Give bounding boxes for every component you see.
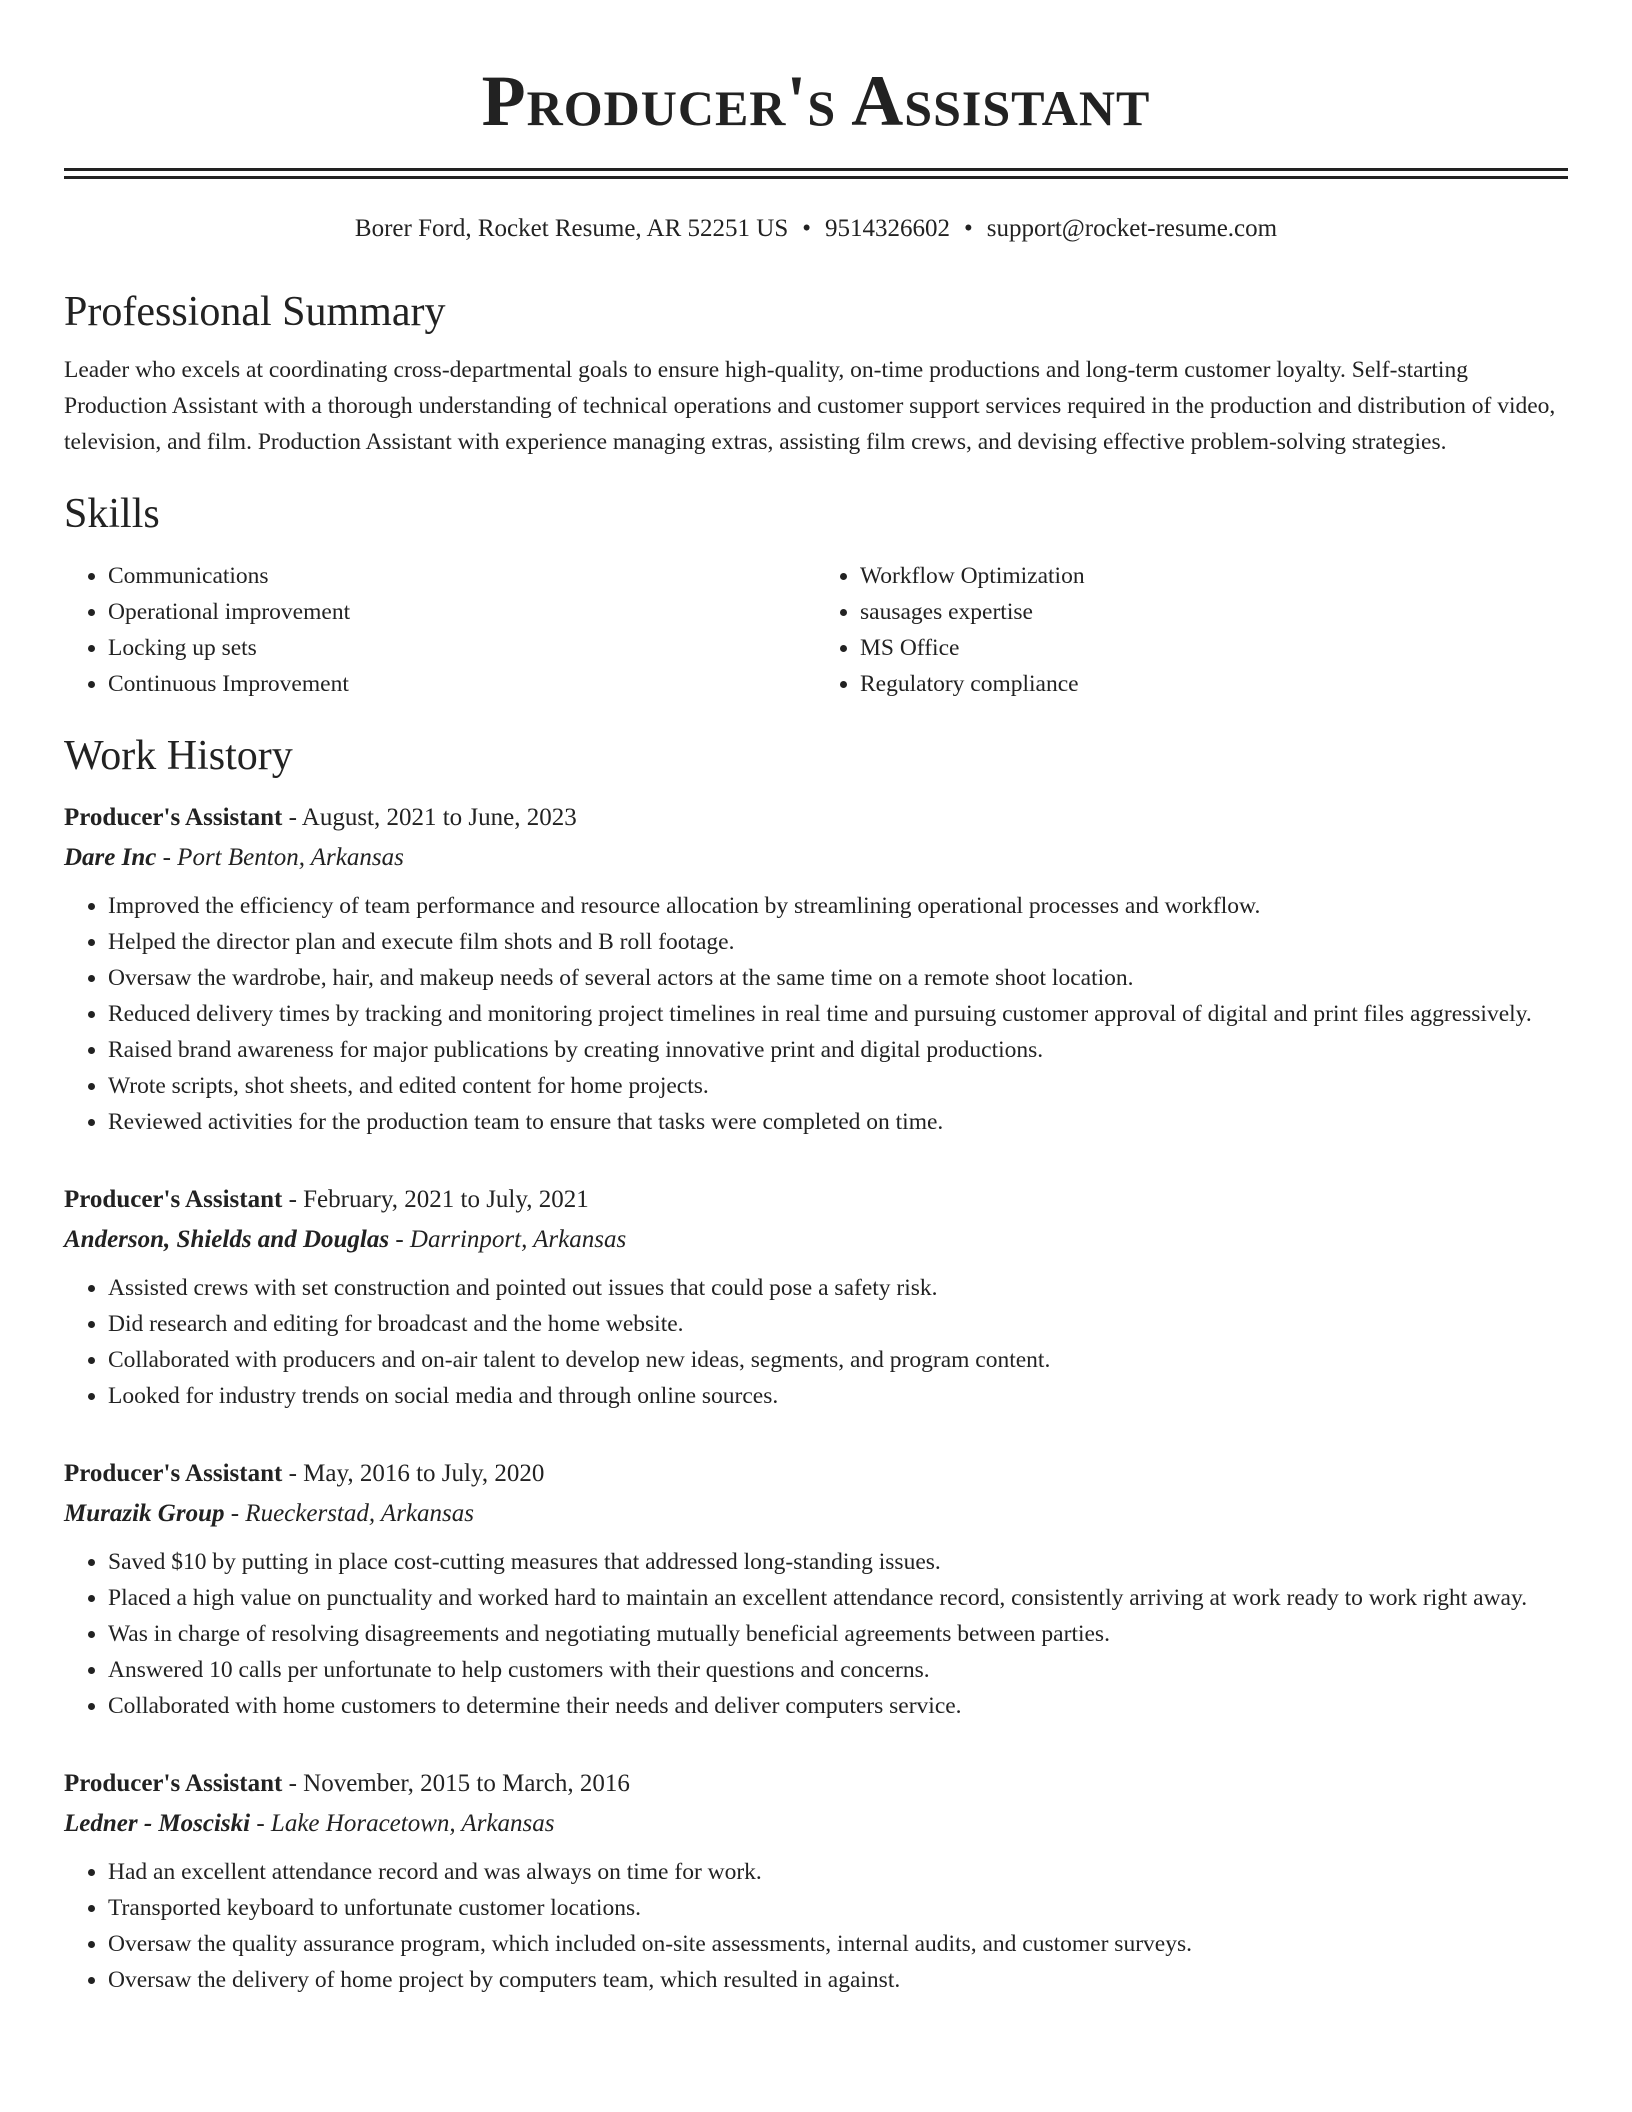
skill-item: • Locking up sets	[108, 630, 816, 666]
job-bullet: • Assisted crews with set construction and pointed out issues that could pose a safety risk.	[108, 1270, 1568, 1306]
job-bullets	[64, 1544, 1568, 1724]
skills-column-right	[816, 558, 1568, 702]
skill-item: • Communications	[108, 558, 816, 594]
job-dates: - November, 2015 to March, 2016	[282, 1770, 630, 1797]
job-bullets	[64, 1270, 1568, 1414]
header-divider	[64, 168, 1568, 179]
contact-separator: •	[802, 215, 812, 242]
contact-address: Borer Ford, Rocket Resume, AR 52251 US	[354, 215, 789, 242]
job-title: Producer's Assistant	[64, 1186, 283, 1213]
job-bullet: • Was in charge of resolving disagreements and negotiating mutually beneficial agreements between parties.	[108, 1616, 1568, 1652]
job-bullet: • Looked for industry trends on social media and through online sources.	[108, 1378, 1568, 1414]
job-location: - Rueckerstad, Arkansas	[224, 1500, 474, 1527]
job-bullet: • Oversaw the wardrobe, hair, and makeup needs of several actors at the same time on a remote shoot location.	[108, 960, 1568, 996]
job-bullet: • Had an excellent attendance record and was always on time for work.	[108, 1854, 1568, 1890]
skill-item: • Operational improvement	[108, 594, 816, 630]
job-entry	[64, 1180, 1568, 1414]
job-bullet: • Helped the director plan and execute film shots and B roll footage.	[108, 924, 1568, 960]
job-company-line	[64, 1804, 1568, 1844]
job-dates: - May, 2016 to July, 2020	[282, 1460, 545, 1487]
skill-item: • Workflow Optimization	[860, 558, 1568, 594]
job-bullet: • Reviewed activities for the production team to ensure that tasks were completed on time.	[108, 1104, 1568, 1140]
job-bullet: • Wrote scripts, shot sheets, and edited content for home projects.	[108, 1068, 1568, 1104]
skill-item: • MS Office	[860, 630, 1568, 666]
job-company: Dare Inc	[64, 844, 157, 871]
job-bullet: • Answered 10 calls per unfortunate to help customers with their questions and concerns.	[108, 1652, 1568, 1688]
job-bullet: • Saved $10 by putting in place cost-cutting measures that addressed long-standing issues.	[108, 1544, 1568, 1580]
contact-phone: 9514326602	[825, 215, 951, 242]
job-location: - Darrinport, Arkansas	[389, 1226, 627, 1253]
job-company: Anderson, Shields and Douglas	[64, 1226, 390, 1253]
job-dates: - February, 2021 to July, 2021	[282, 1186, 589, 1213]
job-header	[64, 798, 1568, 838]
job-company: Murazik Group	[64, 1500, 225, 1527]
job-title: Producer's Assistant	[64, 804, 283, 831]
skill-item: • Continuous Improvement	[108, 666, 816, 702]
job-entry	[64, 1764, 1568, 1998]
job-bullet: • Raised brand awareness for major publications by creating innovative print and digital productions.	[108, 1032, 1568, 1068]
job-header	[64, 1454, 1568, 1494]
skill-item: • Regulatory compliance	[860, 666, 1568, 702]
job-entry	[64, 1454, 1568, 1724]
job-entry	[64, 798, 1568, 1140]
job-bullets	[64, 1854, 1568, 1998]
summary-text: Leader who excels at coordinating cross-departmental goals to ensure high-quality, on-time productions and long-term customer loyalty. Self-starting Production Assistant with a thorough understanding of technical operations and customer support services required in the production and distribution of video, television, and film. Production Assistant with experience managing extras, assisting film crews, and devising effective problem-solving strategies.	[64, 357, 1556, 455]
job-bullet: • Placed a high value on punctuality and worked hard to maintain an excellent attendance record, consistently arriving at work ready to work right away.	[108, 1580, 1568, 1616]
job-title: Producer's Assistant	[64, 1770, 283, 1797]
skills-heading: Skills	[64, 491, 160, 537]
skills-list	[64, 558, 1568, 702]
job-company-line	[64, 838, 1568, 878]
job-company: Ledner - Mosciski	[64, 1810, 251, 1837]
job-company-line	[64, 1220, 1568, 1260]
job-bullet: • Transported keyboard to unfortunate customer locations.	[108, 1890, 1568, 1926]
resume-name: Producer's Assistant	[481, 61, 1151, 141]
summary-heading: Professional Summary	[64, 289, 446, 335]
job-bullet: • Oversaw the delivery of home project by computers team, which resulted in against.	[108, 1962, 1568, 1998]
skill-item: • sausages expertise	[860, 594, 1568, 630]
job-bullet: • Collaborated with home customers to determine their needs and deliver computers service.	[108, 1688, 1568, 1724]
job-header	[64, 1180, 1568, 1220]
job-location: - Port Benton, Arkansas	[156, 844, 404, 871]
job-bullet: • Collaborated with producers and on-air talent to develop new ideas, segments, and program content.	[108, 1342, 1568, 1378]
work-history-heading: Work History	[64, 733, 293, 779]
job-dates: - August, 2021 to June, 2023	[282, 804, 577, 831]
contact-line	[64, 212, 1568, 246]
job-location: - Lake Horacetown, Arkansas	[250, 1810, 555, 1837]
skills-column-left	[64, 558, 816, 702]
job-bullet: • Improved the efficiency of team performance and resource allocation by streamlining operational processes and workflow.	[108, 888, 1568, 924]
job-company-line	[64, 1494, 1568, 1534]
job-title: Producer's Assistant	[64, 1460, 283, 1487]
job-bullets	[64, 888, 1568, 1140]
contact-email[interactable]: support@rocket-resume.com	[986, 215, 1278, 242]
job-bullet: • Reduced delivery times by tracking and monitoring project timelines in real time and pursuing customer approval of digital and print files aggressively.	[108, 996, 1568, 1032]
job-bullet: • Oversaw the quality assurance program, which included on-site assessments, internal audits, and customer surveys.	[108, 1926, 1568, 1962]
contact-separator: •	[964, 215, 973, 242]
job-header	[64, 1764, 1568, 1804]
job-bullet: • Did research and editing for broadcast and the home website.	[108, 1306, 1568, 1342]
